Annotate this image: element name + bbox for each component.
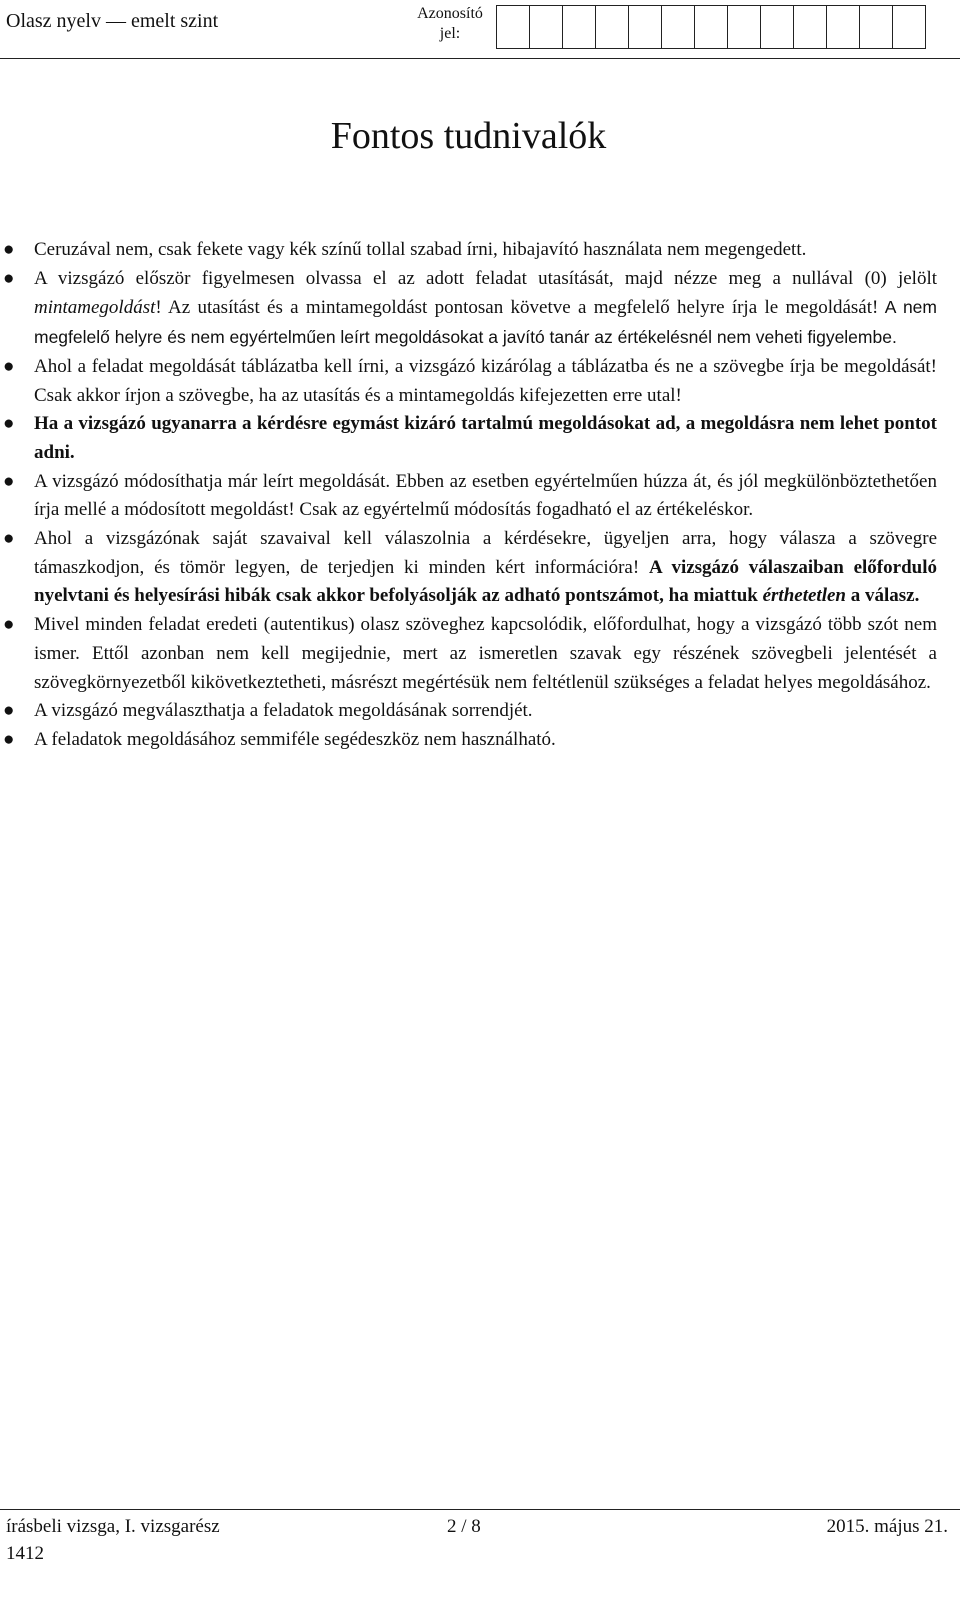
rule-text-bold: a válasz. bbox=[845, 585, 920, 607]
rule-text: Ceruzával nem, csak fekete vagy kék színű tollal szabad írni, hibajavító használata nem megengedett. bbox=[34, 239, 807, 260]
rule-text-bold-italic: érthetetlen bbox=[762, 585, 846, 607]
header-divider bbox=[0, 58, 960, 59]
id-box[interactable] bbox=[562, 5, 596, 49]
rule-text: A feladatok megoldásához semmiféle segédeszköz nem használható. bbox=[34, 728, 556, 750]
bullet-icon: ● bbox=[3, 728, 15, 750]
list-item bbox=[0, 236, 937, 265]
id-box[interactable] bbox=[661, 5, 695, 49]
bullet-icon: ● bbox=[3, 267, 15, 289]
id-label: Azonosító jel: bbox=[417, 5, 483, 42]
rule-text: ! Az utasítást és a mintamegoldást pontosan követve a megfelelő helyre írja le megoldását! bbox=[155, 297, 879, 319]
id-box[interactable] bbox=[529, 5, 563, 49]
bullet-icon: ● bbox=[3, 470, 15, 492]
list-item bbox=[0, 468, 937, 525]
rule-text-sans: A nem megfelelő helyre és nem egyértelműen leírt megoldásokat a javító tanár az értékelésnél nem veheti figyelembe. bbox=[34, 297, 937, 348]
list-item bbox=[0, 265, 937, 353]
rule-text: Ahol a vizsgázónak saját szavaival kell válaszolnia a kérdésekre, ügyeljen arra, hogy válasza a szövegre támaszkodjon, és tömör legyen, de terjedjen ki minden kért információra! bbox=[34, 528, 937, 578]
footer-date: 2015. május 21. bbox=[826, 1516, 948, 1537]
list-item bbox=[0, 410, 937, 467]
id-boxes bbox=[497, 5, 926, 49]
bullet-icon: ● bbox=[3, 355, 15, 377]
rule-text: Csak akkor írjon a szövegbe, ha az utasítás és a mintamegoldás kifejezetten erre utal! bbox=[34, 384, 682, 406]
rule-text: A vizsgázó először figyelmesen olvassa el az adott feladat utasítását, majd nézze meg a nullával (0) jelölt bbox=[34, 267, 937, 289]
rule-text: A vizsgázó megválaszthatja a feladatok megoldásának sorrendjét. bbox=[34, 700, 533, 722]
footer-code: 1412 bbox=[6, 1543, 44, 1564]
rules-list bbox=[0, 236, 937, 755]
id-box[interactable] bbox=[628, 5, 662, 49]
list-item bbox=[0, 525, 937, 611]
id-box[interactable] bbox=[826, 5, 860, 49]
bullet-icon: ● bbox=[3, 614, 15, 636]
bullet-icon: ● bbox=[3, 413, 15, 435]
bullet-icon: ● bbox=[3, 528, 15, 550]
bullet-icon: ● bbox=[3, 700, 15, 722]
rule-text: Mivel minden feladat eredeti (autentikus) olasz szöveghez kapcsolódik, előfordulhat, hogy a vizsgázó több szót nem ismer. Ettől azonban nem kell megijednie, mert az ismeretlen szavak egy részének szövegbeli jelentését a szövegkörnyezetből kikövetkeztetheti, másrészt megértésük nem feltétlenül szükséges a feladat helyes megoldásához. bbox=[34, 614, 937, 693]
list-item bbox=[0, 697, 937, 726]
footer-exam-part: írásbeli vizsga, I. vizsgarész bbox=[6, 1516, 220, 1537]
bullet-icon: ● bbox=[3, 239, 15, 260]
rule-text-bold: A vizsgázó válaszaiban előforduló nyelvtani és helyesírási hibák csak akkor befolyásolják az adható pontszámot, ha miattuk bbox=[34, 556, 937, 607]
rule-text: Ahol a feladat megoldását táblázatba kell írni, a vizsgázó kizárólag a táblázatba és ne a szövegbe írja be megoldását! bbox=[34, 355, 937, 377]
page-number: 2 / 8 bbox=[447, 1516, 481, 1537]
id-box[interactable] bbox=[694, 5, 728, 49]
rule-text-bold: Ha a vizsgázó ugyanarra a kérdésre egymást kizáró tartalmú megoldásokat ad, a megoldásra nem lehet pontot adni. bbox=[34, 413, 937, 463]
page-title: Fontos tudnivalók bbox=[330, 115, 607, 157]
id-box[interactable] bbox=[892, 5, 926, 49]
footer-divider bbox=[0, 1509, 960, 1510]
list-item bbox=[0, 353, 937, 410]
id-box[interactable] bbox=[760, 5, 794, 49]
id-box[interactable] bbox=[595, 5, 629, 49]
rule-text: A vizsgázó módosíthatja már leírt megoldását. Ebben az esetben egyértelműen húzza át, és jól megkülönböztethetően írja mellé a módosított megoldást! Csak az egyértelmű módosítás fogadható el az értékeléskor. bbox=[34, 470, 937, 521]
id-box[interactable] bbox=[793, 5, 827, 49]
id-box[interactable] bbox=[727, 5, 761, 49]
list-item bbox=[0, 611, 937, 697]
exam-title: Olasz nyelv — emelt szint bbox=[6, 10, 219, 32]
rule-text-italic: mintamegoldást bbox=[34, 297, 156, 319]
id-box[interactable] bbox=[859, 5, 893, 49]
id-box[interactable] bbox=[496, 5, 530, 49]
list-item bbox=[0, 726, 937, 755]
